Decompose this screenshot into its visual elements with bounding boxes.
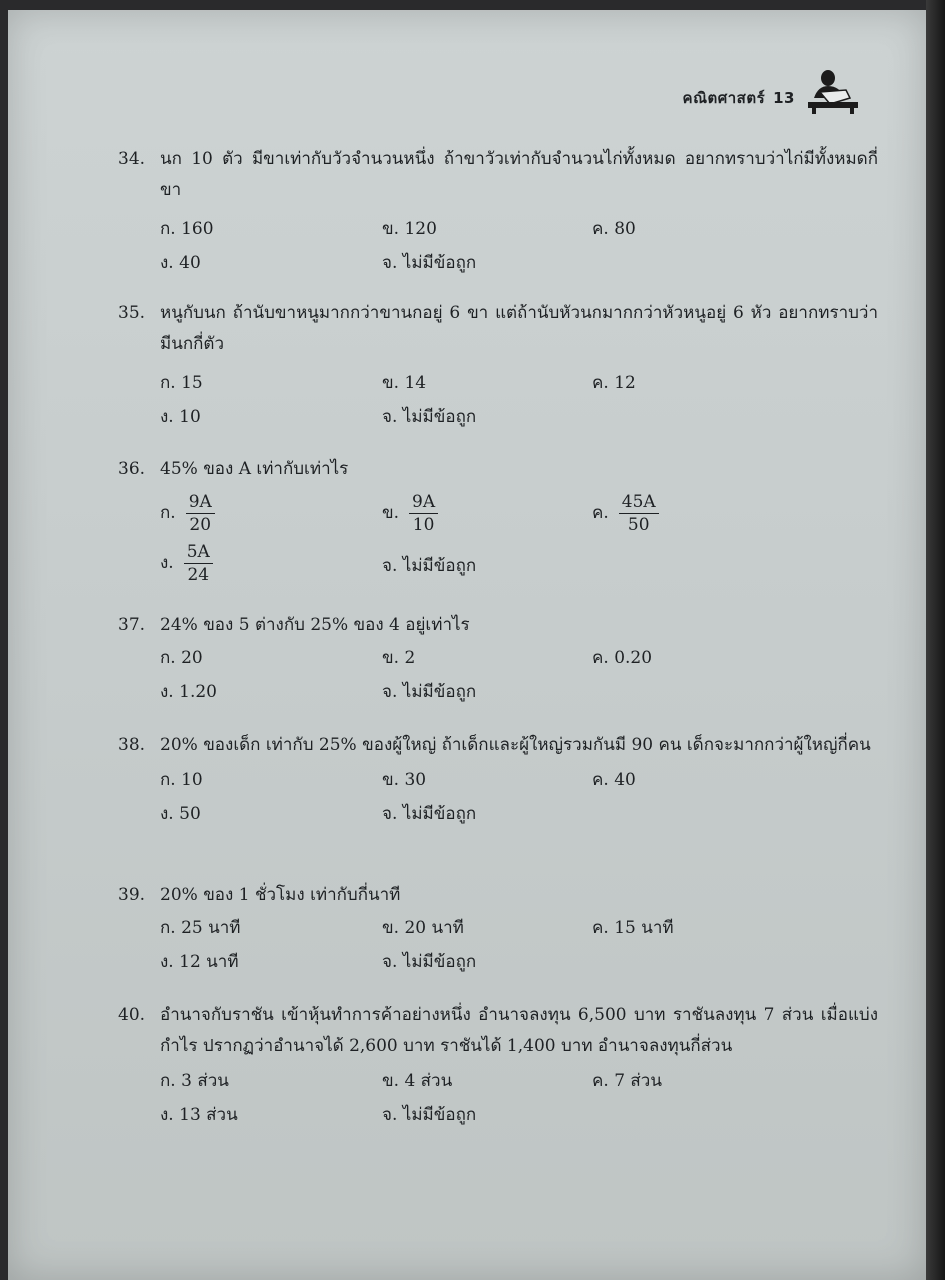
option-e: จ. ไม่มีข้อถูก: [382, 1105, 477, 1125]
page-number: 13: [773, 89, 795, 107]
option-b: ข. 120: [382, 219, 437, 239]
question-36: [118, 454, 878, 589]
question-text: อำนาจกับราชัน เข้าหุ้นทำการค้าอย่างหนึ่ง อำนาจลงทุน 6,500 บาท ราชันลงทุน 7 ส่วน เมื่อแบ่งกำไร ปรากฏว่าอำนาจได้ 2,600 บาท ราชันได้ 1,400 บาท อำนาจลงทุนกี่ส่วน: [160, 1005, 878, 1056]
option-d: ง. 50: [160, 804, 201, 824]
option-d: ง. 10: [160, 407, 201, 427]
option-e: จ. ไม่มีข้อถูก: [382, 556, 477, 576]
option-a: ก. 3 ส่วน: [160, 1071, 229, 1091]
option-a: ก. 25 นาที: [160, 918, 241, 938]
option-e: จ. ไม่มีข้อถูก: [382, 407, 477, 427]
fraction: $\frac{45A}{50}$: [619, 491, 659, 536]
option-d: ง. 12 นาที: [160, 952, 239, 972]
page-edge-shadow: [926, 0, 945, 1280]
option-a: ก. 15: [160, 373, 203, 393]
question-text: หนูกับนก ถ้านับขาหนูมากกว่าขานกอยู่ 6 ขา แต่ถ้านับหัวนกมากกว่าหัวหนูอยู่ 6 หัว อยากทราบว่ามีนกกี่ตัว: [160, 303, 878, 354]
option-c: ค. 7 ส่วน: [592, 1071, 662, 1091]
page-header: [683, 86, 795, 110]
question-number: 39.: [118, 885, 146, 905]
option-c: ค. 40: [592, 770, 636, 790]
option-c: ค. 0.20: [592, 648, 653, 668]
question-number: 37.: [118, 615, 146, 635]
option-c: ค. 80: [592, 219, 636, 239]
reading-person-logo: [806, 68, 860, 114]
option-a: ก. 160: [160, 219, 214, 239]
option-c: ค. 12: [592, 373, 636, 393]
option-e: จ. ไม่มีข้อถูก: [382, 952, 477, 972]
question-text: 20% ของเด็ก เท่ากับ 25% ของผู้ใหญ่ ถ้าเด็กและผู้ใหญ่รวมกันมี 90 คน เด็กจะมากกว่าผู้ใหญ่กี่คน: [160, 735, 871, 755]
question-text: 20% ของ 1 ชั่วโมง เท่ากับกี่นาที: [160, 885, 401, 905]
question-text: 45% ของ A เท่ากับเท่าไร: [160, 459, 349, 479]
option-c: ค. $\frac{45A}{50}$: [592, 491, 659, 536]
option-d: ง. 13 ส่วน: [160, 1105, 238, 1125]
option-b: ข. 20 นาที: [382, 918, 464, 938]
header-title: คณิตศาสตร์: [682, 89, 766, 107]
question-37: [118, 610, 878, 711]
question-number: 36.: [118, 459, 146, 479]
option-a: ก. 10: [160, 770, 203, 790]
option-b: ข. 14: [382, 373, 427, 393]
question-text: 24% ของ 5 ต่างกับ 25% ของ 4 อยู่เท่าไร: [160, 615, 470, 635]
option-b: ข. 30: [382, 770, 427, 790]
question-number: 40.: [118, 1005, 146, 1025]
fraction: $\frac{9A}{20}$: [186, 491, 215, 536]
option-d: ง. $\frac{5A}{24}$: [160, 541, 213, 586]
option-d: ง. 1.20: [160, 682, 217, 702]
option-e: จ. ไม่มีข้อถูก: [382, 253, 477, 273]
question-number: 34.: [118, 149, 146, 169]
fraction: $\frac{9A}{10}$: [409, 491, 438, 536]
option-b: ข. $\frac{9A}{10}$: [382, 491, 438, 536]
question-39: [118, 880, 878, 981]
option-a: ก. 20: [160, 648, 203, 668]
question-38: [118, 730, 878, 833]
question-35: [118, 298, 878, 436]
option-c: ค. 15 นาที: [592, 918, 674, 938]
question-text: นก 10 ตัว มีขาเท่ากับวัวจำนวนหนึ่ง ถ้าขาวัวเท่ากับจำนวนไก่ทั้งหมด อยากทราบว่าไก่มีทั้งหมดกี่ขา: [160, 149, 878, 200]
question-34: [118, 144, 878, 282]
question-number: 35.: [118, 303, 146, 323]
option-a: ก. $\frac{9A}{20}$: [160, 491, 215, 536]
option-e: จ. ไม่มีข้อถูก: [382, 804, 477, 824]
question-number: 38.: [118, 735, 146, 755]
option-d: ง. 40: [160, 253, 201, 273]
fraction: $\frac{5A}{24}$: [184, 541, 213, 586]
option-b: ข. 4 ส่วน: [382, 1071, 453, 1091]
question-40: [118, 1000, 878, 1134]
option-b: ข. 2: [382, 648, 416, 668]
option-e: จ. ไม่มีข้อถูก: [382, 682, 477, 702]
